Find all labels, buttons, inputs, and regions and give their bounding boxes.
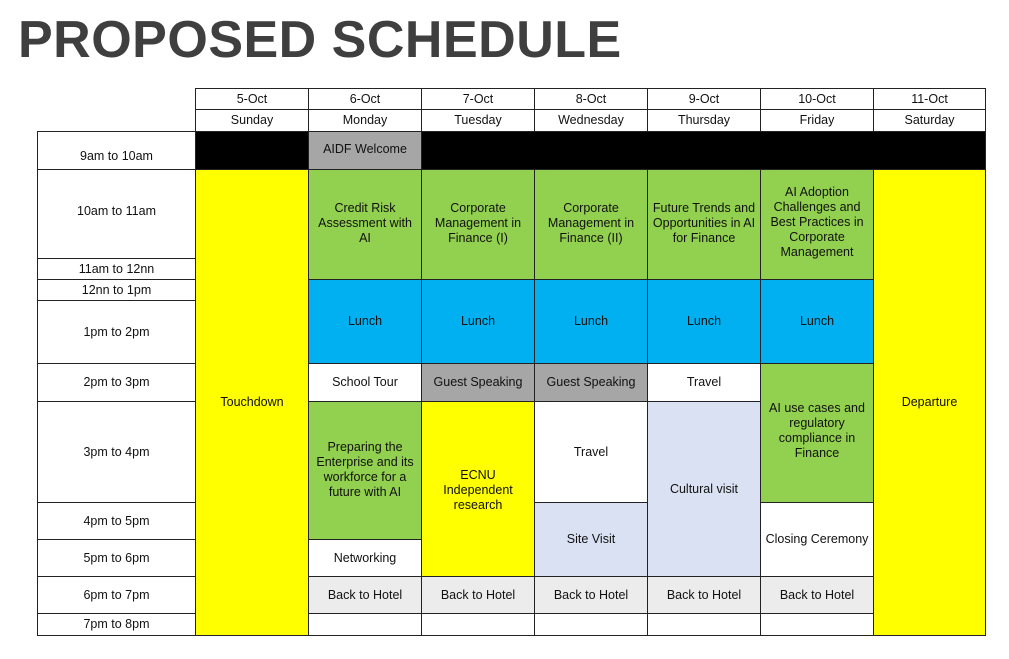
event-ai-use-cases: AI use cases and regulatory compliance in Finance [760,363,874,503]
event-guest-speaking: Guest Speaking [421,363,535,402]
event-lunch: Lunch [421,279,535,364]
event-travel: Travel [647,363,761,402]
event-future-trends: Future Trends and Opportunities in AI for Finance [647,169,761,280]
empty-slot [308,613,422,636]
date-saturday: 11-Oct [873,88,986,110]
date-monday: 6-Oct [308,88,422,110]
date-sunday: 5-Oct [195,88,309,110]
page-title: PROPOSED SCHEDULE [18,11,622,69]
time-slot-2pm: 2pm to 3pm [37,363,196,402]
time-slot-7pm: 7pm to 8pm [37,613,196,636]
event-corp-mgmt-1: Corporate Management in Finance (I) [421,169,535,280]
event-departure: Departure [873,169,986,636]
event-corp-mgmt-2: Corporate Management in Finance (II) [534,169,648,280]
date-wednesday: 8-Oct [534,88,648,110]
time-slot-1pm: 1pm to 2pm [37,300,196,364]
event-lunch: Lunch [760,279,874,364]
time-slot-3pm: 3pm to 4pm [37,401,196,503]
event-cultural-visit: Cultural visit [647,401,761,577]
day-tuesday: Tuesday [421,109,535,132]
event-networking: Networking [308,539,422,577]
event-ai-adoption: AI Adoption Challenges and Best Practices in Corporate Management [760,169,874,280]
time-slot-9am: 9am to 10am [37,131,196,170]
date-tuesday: 7-Oct [421,88,535,110]
blocked-slot [421,131,986,170]
event-guest-speaking: Guest Speaking [534,363,648,402]
event-school-tour: School Tour [308,363,422,402]
event-site-visit: Site Visit [534,502,648,577]
event-lunch: Lunch [308,279,422,364]
event-back-to-hotel: Back to Hotel [421,576,535,614]
event-ecnu-research: ECNU Independent research [421,401,535,577]
event-lunch: Lunch [647,279,761,364]
empty-slot [760,613,874,636]
day-friday: Friday [760,109,874,132]
event-back-to-hotel: Back to Hotel [647,576,761,614]
event-closing-ceremony: Closing Ceremony [760,502,874,577]
empty-slot [421,613,535,636]
event-travel: Travel [534,401,648,503]
day-wednesday: Wednesday [534,109,648,132]
event-lunch: Lunch [534,279,648,364]
event-back-to-hotel: Back to Hotel [534,576,648,614]
event-touchdown: Touchdown [195,169,309,636]
time-slot-4pm: 4pm to 5pm [37,502,196,540]
event-aidf-welcome: AIDF Welcome [308,131,422,170]
time-slot-6pm: 6pm to 7pm [37,576,196,614]
time-slot-11am: 11am to 12nn [37,258,196,280]
empty-slot [534,613,648,636]
date-thursday: 9-Oct [647,88,761,110]
day-thursday: Thursday [647,109,761,132]
time-slot-12nn: 12nn to 1pm [37,279,196,301]
event-back-to-hotel: Back to Hotel [308,576,422,614]
empty-slot [647,613,761,636]
time-slot-10am: 10am to 11am [37,169,196,259]
blocked-slot [195,131,309,170]
event-back-to-hotel: Back to Hotel [760,576,874,614]
day-saturday: Saturday [873,109,986,132]
day-sunday: Sunday [195,109,309,132]
date-friday: 10-Oct [760,88,874,110]
event-credit-risk: Credit Risk Assessment with AI [308,169,422,280]
event-preparing-enterprise: Preparing the Enterprise and its workforce for a future with AI [308,401,422,540]
day-monday: Monday [308,109,422,132]
time-slot-5pm: 5pm to 6pm [37,539,196,577]
